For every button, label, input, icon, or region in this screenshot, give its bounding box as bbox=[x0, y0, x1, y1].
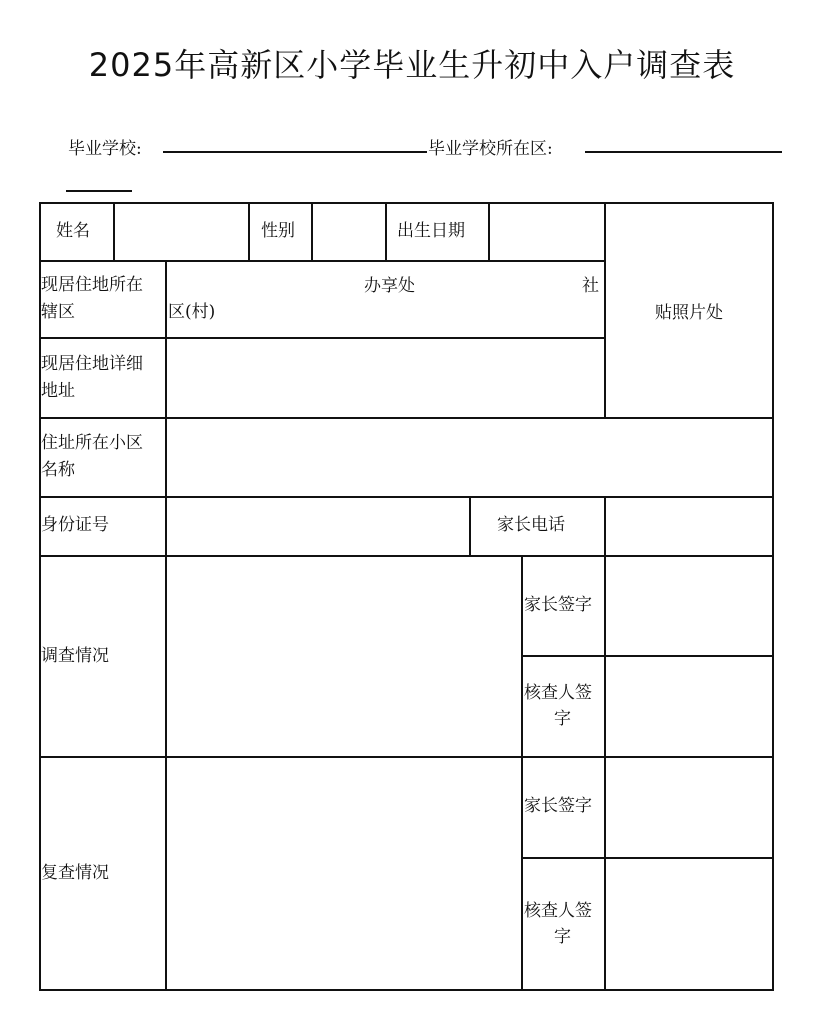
gender-field[interactable] bbox=[311, 202, 387, 262]
school-district-label: 毕业学校所在区: bbox=[428, 139, 553, 159]
survey-checker-sign-label-line1: 核查人签 bbox=[524, 683, 592, 703]
community-name-field[interactable] bbox=[165, 417, 774, 498]
review-checker-sign-field[interactable] bbox=[604, 857, 774, 991]
school-label: 毕业学校: bbox=[68, 139, 142, 159]
survey-content-field[interactable] bbox=[165, 555, 523, 758]
name-field[interactable] bbox=[113, 202, 250, 262]
review-content-field[interactable] bbox=[165, 756, 523, 991]
survey-parent-sign-label: 家长签字 bbox=[524, 595, 592, 615]
community-label-part2: 区(村) bbox=[168, 302, 216, 322]
photo-placeholder[interactable] bbox=[604, 202, 774, 419]
school-district-field[interactable] bbox=[585, 151, 782, 153]
community-name-label-line1: 住址所在小区 bbox=[41, 433, 143, 453]
review-checker-sign-label-line1: 核查人签 bbox=[524, 901, 592, 921]
photo-label: 贴照片处 bbox=[655, 303, 723, 323]
school-field[interactable] bbox=[163, 151, 427, 153]
birthdate-field[interactable] bbox=[488, 202, 606, 262]
survey-label: 调查情况 bbox=[41, 646, 109, 666]
address-label-line1: 现居住地详细 bbox=[41, 354, 143, 374]
address-label-line2: 地址 bbox=[41, 381, 75, 401]
survey-parent-sign-field[interactable] bbox=[604, 555, 774, 657]
school-district-field-continuation[interactable] bbox=[66, 190, 132, 192]
gender-label: 性别 bbox=[261, 221, 295, 241]
id-number-field[interactable] bbox=[165, 496, 471, 557]
form-title: 2025年高新区小学毕业生升初中入户调查表 bbox=[88, 46, 736, 84]
survey-checker-sign-field[interactable] bbox=[604, 655, 774, 758]
community-label-part1: 社 bbox=[582, 276, 599, 296]
review-parent-sign-field[interactable] bbox=[604, 756, 774, 859]
jurisdiction-label-line1: 现居住地所在 bbox=[41, 275, 143, 295]
jurisdiction-label-line2: 辖区 bbox=[41, 302, 75, 322]
parent-phone-label: 家长电话 bbox=[497, 515, 565, 535]
review-checker-sign-label-line2: 字 bbox=[554, 927, 571, 947]
community-name-label-line2: 名称 bbox=[41, 460, 75, 480]
review-parent-sign-label: 家长签字 bbox=[524, 796, 592, 816]
review-label: 复查情况 bbox=[41, 863, 109, 883]
survey-checker-sign-label-line2: 字 bbox=[554, 709, 571, 729]
subdistrict-office-label: 办享处 bbox=[364, 276, 415, 296]
birthdate-label: 出生日期 bbox=[397, 221, 465, 241]
id-label: 身份证号 bbox=[41, 515, 109, 535]
parent-phone-field[interactable] bbox=[604, 496, 774, 557]
name-label: 姓名 bbox=[56, 221, 90, 241]
address-field[interactable] bbox=[165, 337, 606, 419]
